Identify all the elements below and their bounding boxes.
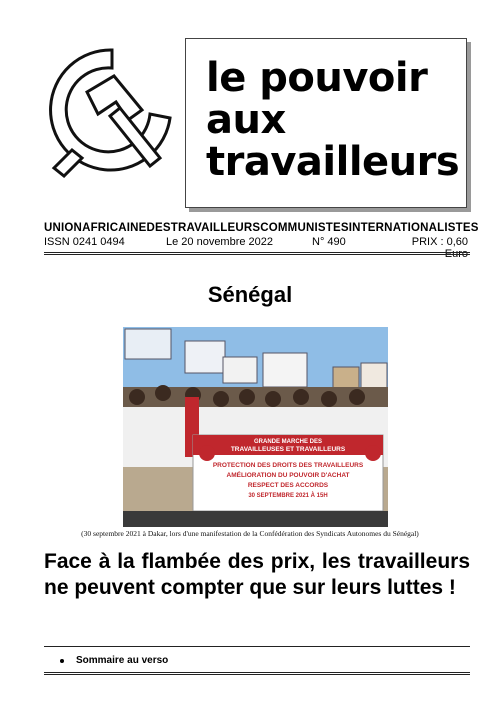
photo-caption: (30 septembre 2021 à Dakar, lors d'une manifestation de la Confédération des Syndicats Autonomes du Sénégal) (81, 529, 419, 538)
organization-word: UNION (44, 222, 83, 234)
publication-meta (44, 236, 468, 260)
banner-line1: GRANDE MARCHE DES (253, 439, 323, 445)
banner-line2: TRAVAILLEUSES ET TRAVAILLEURS (230, 446, 346, 453)
footer-divider (44, 672, 470, 675)
issn: ISSN 0241 0494 (44, 236, 125, 248)
banner-line3: PROTECTION DES DROITS DES TRAVAILLEURS (212, 462, 364, 469)
banner-line6: 30 SEPTEMBRE 2021 À 15H (248, 493, 328, 499)
issue-number: N° 490 (312, 236, 346, 248)
masthead-box (185, 38, 467, 208)
issue-date: Le 20 novembre 2022 (166, 236, 274, 248)
bullet-icon (60, 659, 64, 663)
summary-label: Sommaire au verso (76, 655, 169, 666)
banner-line4: AMÉLIORATION DU POUVOIR D'ACHAT (226, 472, 350, 479)
protest-photo (123, 327, 388, 527)
organization-word: INTERNATIONALISTES (348, 222, 479, 234)
organization-word: TRAVAILLEURS (170, 222, 261, 234)
organization-word: DES (146, 222, 171, 234)
headline: Face à la flambée des prix, les travailleurs ne peuvent compter que sur leurs luttes ! (44, 550, 470, 599)
header-divider (44, 252, 470, 255)
organization-name (44, 222, 479, 234)
banner-line5: RESPECT DES ACCORDS (247, 482, 329, 489)
organization-word: AFRICAINE (82, 222, 147, 234)
summary-item[interactable] (60, 655, 168, 666)
masthead-title: le pouvoir aux travailleurs (206, 55, 460, 185)
organization-word: COMMUNISTES (260, 222, 349, 234)
hammer-and-sickle-icon (42, 40, 182, 180)
section-title: Sénégal (207, 282, 293, 307)
summary-top-divider (44, 646, 470, 647)
price: PRIX : 0,60 Euro (411, 236, 468, 260)
